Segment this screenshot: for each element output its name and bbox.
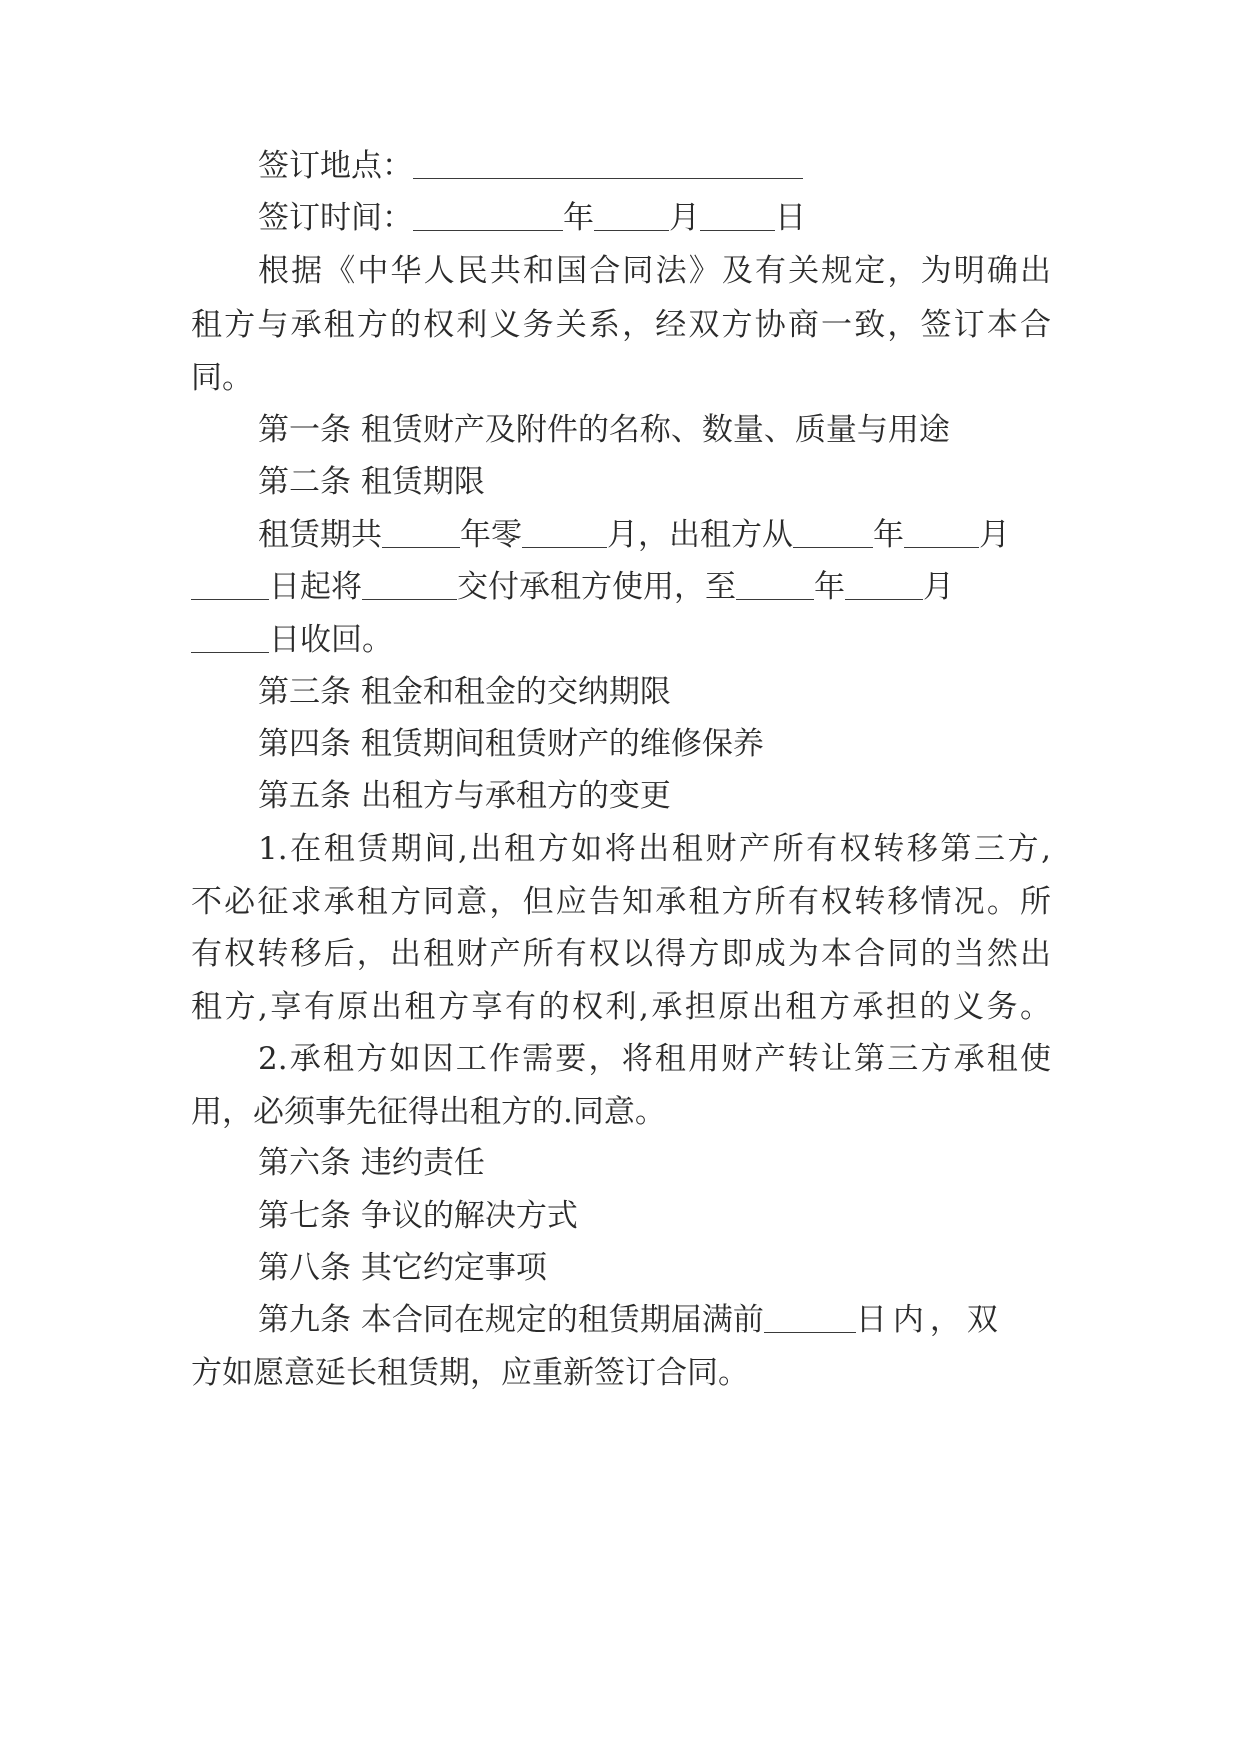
term-line-1: 租赁期共 年零 月，出租方从 年 月 bbox=[258, 517, 1010, 553]
end-month-blank bbox=[845, 569, 923, 600]
sign-time-line bbox=[0, 198, 1241, 238]
start-day-blank bbox=[191, 569, 269, 600]
article-9-line-2: 方如愿意延长租赁期，应重新签订合同。 bbox=[191, 1355, 749, 1391]
year-label: 年 bbox=[563, 200, 594, 236]
sign-time-label: 签订时间： bbox=[258, 200, 413, 236]
day-label: 日 bbox=[775, 200, 806, 236]
article-9-line-1: 第九条 本合同在规定的租赁期届满前 日内，双 bbox=[258, 1302, 1004, 1338]
start-year-blank bbox=[793, 517, 873, 548]
sign-place-blank bbox=[413, 148, 803, 179]
sign-month-blank bbox=[594, 200, 669, 231]
article-4: 第四条 租赁期间租赁财产的维修保养 bbox=[258, 726, 764, 762]
article-8: 第八条 其它约定事项 bbox=[258, 1250, 547, 1286]
term-months-blank bbox=[522, 517, 607, 548]
sign-place-line bbox=[0, 146, 1241, 186]
clause-1-line-4: 租方,享有原出租方享有的权利,承担原出租方承担的义务。 bbox=[191, 989, 1051, 1025]
article-6: 第六条 违约责任 bbox=[258, 1145, 485, 1181]
intro-line-3: 同。 bbox=[191, 360, 253, 396]
clause-1-line-3: 有权转移后，出租财产所有权以得方即成为本合同的当然出 bbox=[191, 936, 1051, 972]
end-year-blank bbox=[736, 569, 814, 600]
article-2: 第二条 租赁期限 bbox=[258, 464, 485, 500]
renewal-days-blank bbox=[764, 1302, 856, 1333]
sign-year-blank bbox=[413, 200, 563, 231]
article-1: 第一条 租赁财产及附件的名称、数量、质量与用途 bbox=[258, 412, 950, 448]
sign-day-blank bbox=[700, 200, 775, 231]
intro-line-2: 租方与承租方的权利义务关系，经双方协商一致，签订本合 bbox=[191, 307, 1051, 343]
article-5: 第五条 出租方与承租方的变更 bbox=[258, 778, 671, 814]
article-3: 第三条 租金和租金的交纳期限 bbox=[258, 674, 671, 710]
clause-2-line-1: 2.承租方如因工作需要，将租用财产转让第三方承租使 bbox=[258, 1041, 1051, 1077]
month-label: 月 bbox=[669, 200, 700, 236]
end-day-blank bbox=[191, 622, 269, 653]
clause-1-line-2: 不必征求承租方同意，但应告知承租方所有权转移情况。所 bbox=[191, 884, 1051, 920]
term-years-blank bbox=[382, 517, 460, 548]
clause-2-line-2: 用，必须事先征得出租方的.同意。 bbox=[191, 1094, 666, 1130]
term-line-3: 日收回。 bbox=[0, 620, 1241, 660]
intro-line-1: 根据《中华人民共和国合同法》及有关规定，为明确出 bbox=[258, 253, 1051, 289]
clause-1-line-1: 1.在租赁期间,出租方如将出租财产所有权转移第三方, bbox=[258, 831, 1051, 867]
property-blank bbox=[362, 569, 457, 600]
article-7: 第七条 争议的解决方式 bbox=[258, 1198, 578, 1234]
start-month-blank bbox=[904, 517, 979, 548]
term-line-2: 日起将 交付承租方使用，至 年 月 bbox=[0, 567, 1241, 607]
sign-place-label: 签订地点： bbox=[258, 148, 413, 184]
